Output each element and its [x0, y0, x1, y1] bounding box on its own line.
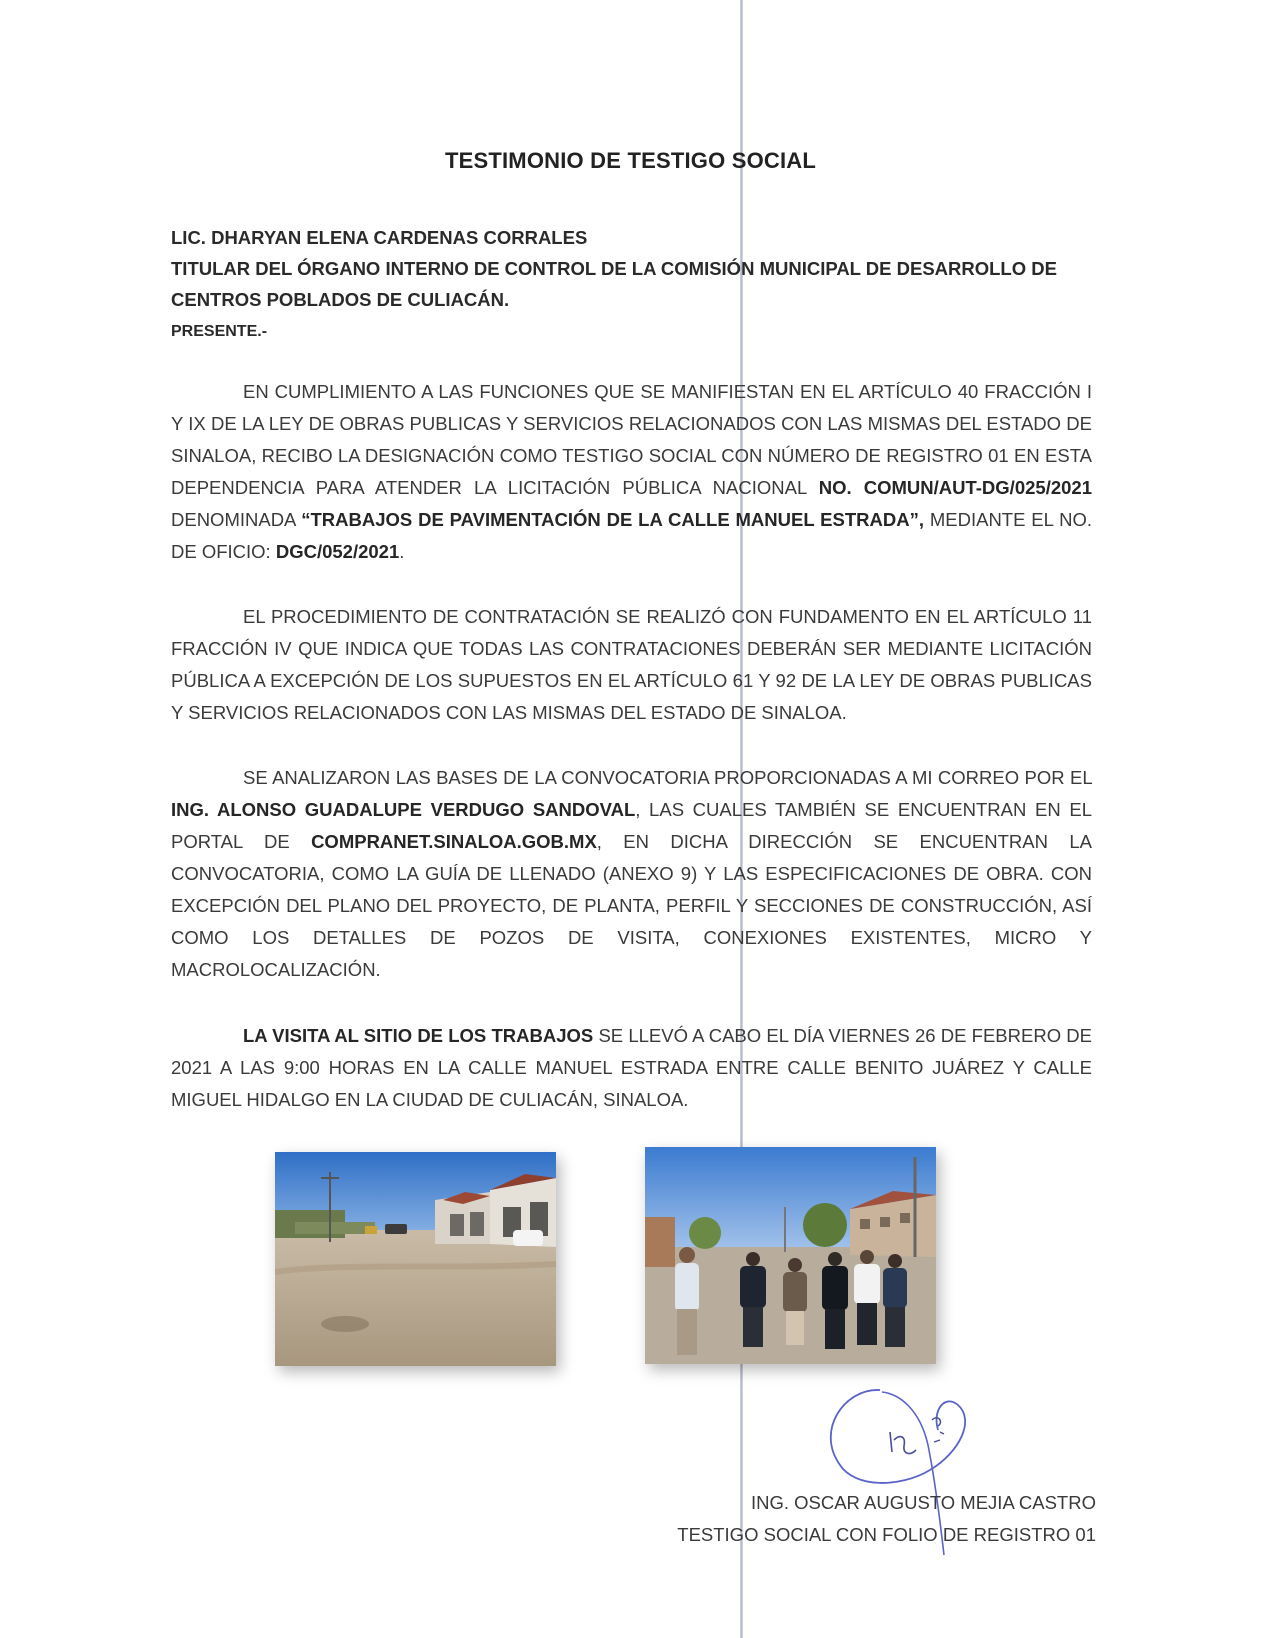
addressee-name: LIC. DHARYAN ELENA CARDENAS CORRALES [171, 227, 588, 248]
paragraph-text: EN CUMPLIMIENTO A LAS FUNCIONES QUE SE MANIFIESTAN EN EL ARTÍCULO 40 FRACCIÓN I Y IX DE LA LEY DE OBRAS PUBLICAS Y SERVICIOS RELACIONADOS CON LAS MISMAS DEL ESTADO DE SINALOA, RECIBO LA DESIGNACIÓN COMO TESTIGO SOCIAL CON NÚMERO DE REGISTRO 01 EN ESTA DEPENDENCIA PARA ATENDER LA LICITACIÓN PÚBLICA NACIONAL [171, 381, 1092, 498]
office-number: DGC/052/2021 [275, 541, 400, 562]
paragraph-bases [171, 762, 1092, 986]
paragraph-designation [171, 376, 1092, 568]
paragraph-text: , LAS CUALES TAMBIÉN SE ENCUENTRAN EN EL PORTAL DE [171, 799, 1092, 852]
project-name: “TRABAJOS DE PAVIMENTACIÓN DE LA CALLE MANUEL ESTRADA”, [301, 509, 924, 530]
paragraph-text: EL PROCEDIMIENTO DE CONTRATACIÓN SE REALIZÓ CON FUNDAMENTO EN EL ARTÍCULO 11 FRACCIÓN IV QUE INDICA QUE TODAS LAS CONTRATACIONES DEBERÁN SER MEDIANTE LICITACIÓN PÚBLICA A EXCEPCIÓN DE LOS SUPUESTOS EN EL ARTÍCULO 61 Y 92 DE LA LEY DE OBRAS PUBLICAS Y SERVICIOS RELACIONADOS CON LAS MISMAS DEL ESTADO DE SINALOA. [171, 606, 1092, 723]
signer-name: ING. OSCAR AUGUSTO MEJIA CASTRO [750, 1492, 1096, 1513]
paragraph-text: SE ANALIZARON LAS BASES DE LA CONVOCATORIA PROPORCIONADAS A MI CORREO POR EL [243, 767, 1092, 788]
site-photo-visit-group [645, 1147, 936, 1364]
paragraph-text: DENOMINADA [171, 509, 302, 530]
paragraph-text: . [399, 541, 405, 562]
salutation: PRESENTE.- [171, 323, 268, 340]
document-title: TESTIMONIO DE TESTIGO SOCIAL [444, 148, 817, 173]
addressee-block [171, 222, 1101, 349]
site-photo-street [275, 1152, 556, 1366]
site-visit-heading: LA VISITA AL SITIO DE LOS TRABAJOS [243, 1025, 594, 1046]
paragraph-text: SE LLEVÓ A CABO EL DÍA VIERNES 26 DE FEBRERO DE 2021 A LAS 9:00 HORAS EN LA CALLE MANUEL ESTRADA ENTRE CALLE BENITO JUÁREZ Y CALLE MIGUEL HIDALGO EN LA CIUDAD DE CULIACÁN, SINALOA. [171, 1025, 1093, 1110]
tender-number: NO. COMUN/AUT-DG/025/2021 [818, 477, 1092, 498]
portal-url: COMPRANET.SINALOA.GOB.MX [311, 831, 597, 852]
paragraph-text: MEDIANTE EL NO. DE OFICIO: [171, 509, 1092, 562]
paragraph-procedure [171, 601, 1092, 729]
paragraph-site-visit [171, 1020, 1092, 1116]
engineer-name: ING. ALONSO GUADALUPE VERDUGO SANDOVAL [171, 799, 636, 820]
addressee-position: TITULAR DEL ÓRGANO INTERNO DE CONTROL DE LA COMISIÓN MUNICIPAL DE DESARROLLO DE CENTROS POBLADOS DE CULIACÁN. [171, 258, 1057, 310]
paragraph-text: , EN DICHA DIRECCIÓN SE ENCUENTRAN LA CONVOCATORIA, COMO LA GUÍA DE LLENADO (ANEXO 9) Y LAS ESPECIFICACIONES DE OBRA. CON EXCEPCIÓN DEL PLANO DEL PROYECTO, DE PLANTA, PERFIL Y SECCIONES DE CONSTRUCCIÓN, ASÍ COMO LOS DETALLES DE POZOS DE VISITA, CONEXIONES EXISTENTES, MICRO Y MACROLOCALIZACIÓN. [171, 831, 1092, 980]
signer-role: TESTIGO SOCIAL CON FOLIO DE REGISTRO 01 [677, 1524, 1096, 1545]
